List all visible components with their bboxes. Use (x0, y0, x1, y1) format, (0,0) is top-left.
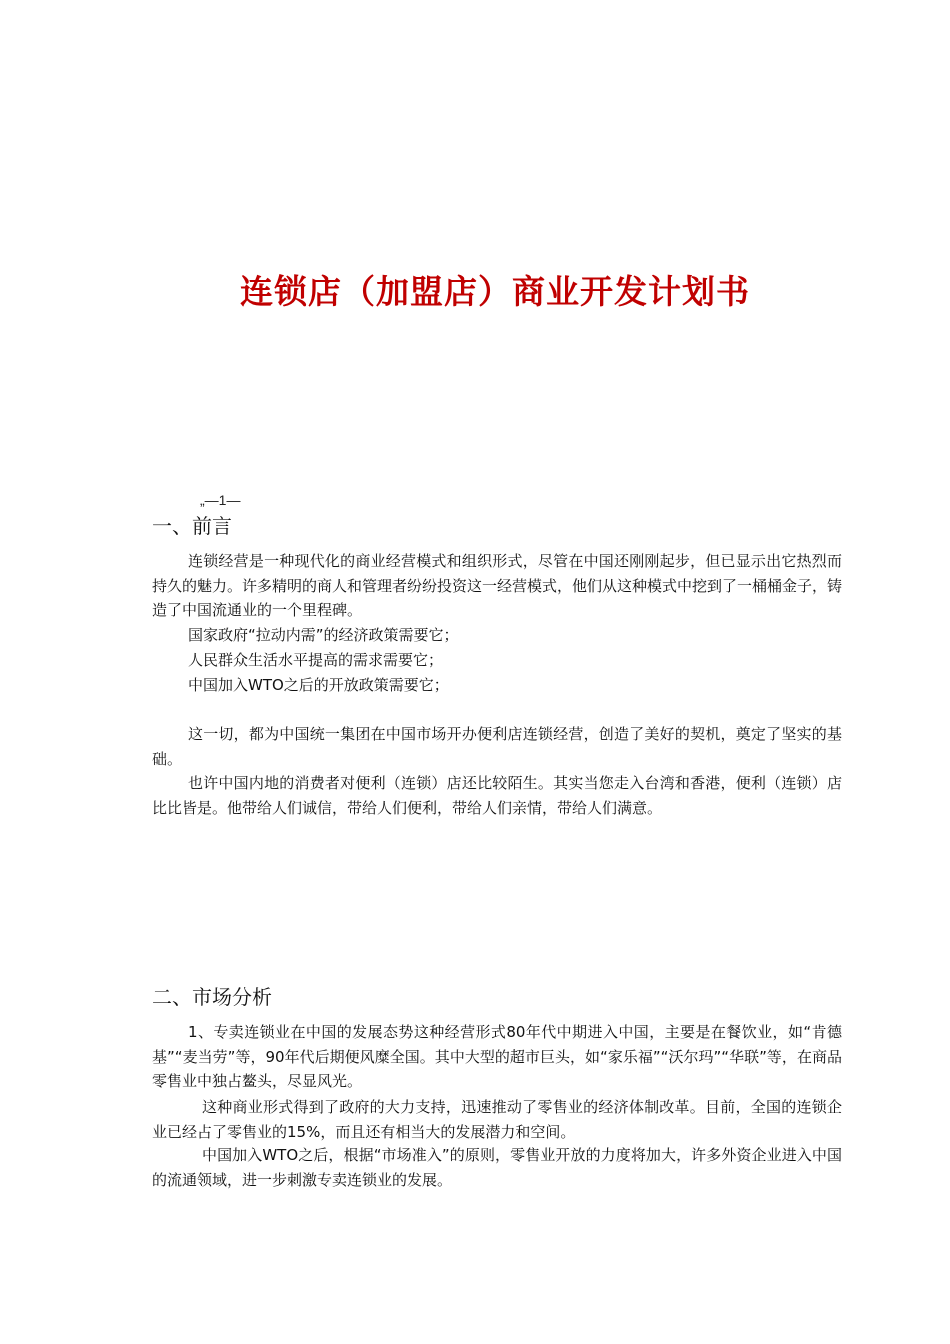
paragraph-line: 中国加入WTO之后的开放政策需要它； (188, 676, 449, 694)
paragraph: 中国加入WTO之后，根据“市场准入”的原则，零售业开放的力度将加大，许多外资企业进入中国的流通领域，进一步刺激专卖连锁业的发展。 (152, 1146, 842, 1189)
paragraph: 这种商业形式得到了政府的大力支持，迅速推动了零售业的经济体制改革。目前，全国的连锁企业已经占了零售业的15%，而且还有相当大的发展潜力和空间。 (152, 1098, 842, 1141)
paragraph: 也许中国内地的消费者对便利（连锁）店还比较陌生。其实当您走入台湾和香港，便利（连锁）店比比皆是。他带给人们诚信，带给人们便利，带给人们亲情，带给人们满意。 (152, 774, 842, 817)
paragraph: 连锁经营是一种现代化的商业经营模式和组织形式，尽管在中国还刚刚起步，但已显示出它热烈而持久的魅力。许多精明的商人和管理者纷纷投资这一经营模式，他们从这种模式中挖到了一桶桶金子，铸造了中国流通业的一个里程碑。 (152, 552, 843, 619)
paragraph-line: 国家政府“拉动内需”的经济政策需要它； (188, 626, 459, 644)
section-heading-preface: 一、前言 (152, 514, 232, 538)
paragraph-line: 人民群众生活水平提高的需求需要它； (188, 651, 444, 669)
document-title: 连锁店（加盟店）商业开发计划书 (240, 272, 750, 311)
paragraph: 这一切，都为中国统一集团在中国市场开办便利店连锁经营，创造了美好的契机，奠定了坚实的基础。 (152, 725, 842, 768)
section-heading-market-analysis: 二、市场分析 (152, 985, 272, 1009)
page-number-marker: „—1— (200, 492, 241, 508)
paragraph: 1、专卖连锁业在中国的发展态势这种经营形式80年代中期进入中国，主要是在餐饮业，如“肯德基”“麦当劳”等，90年代后期便风糜全国。其中大型的超市巨头，如“家乐福”“沃尔玛”“华联”等，在商品零售业中独占鳌头，尽显风光。 (152, 1023, 842, 1090)
